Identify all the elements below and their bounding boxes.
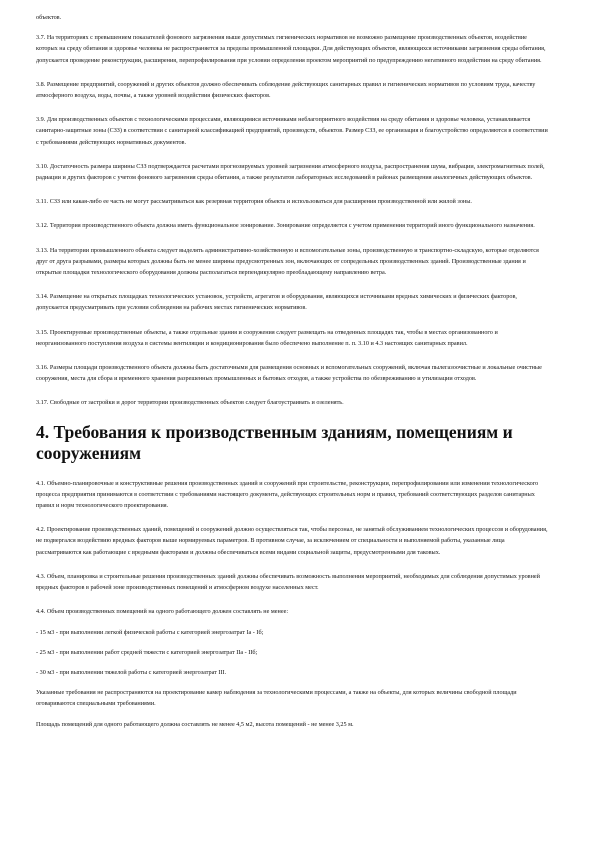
paragraph-3-13: 3.13. На территории промышленного объекта следует выделять административно-хозяйственную и вспомогательные зоны, производственную и транспортно-складскую, которые отделяются друг от друга разрывами, размеры которых должны быть не менее ширины предусмотренных зон, включающих от сопредельных производственных зданий. Производственные здания и открытые площадки технологического оборудования должны располагаться перпендикулярно преобладающему направлению ветра. (36, 246, 539, 277)
paragraph-4-1: 4.1. Объемно-планировочные и конструктивные решения производственных зданий и сооружений при строительстве, реконструкции, перепрофилировании или изменении технологического процесса предприятия принимаются в соответствии с требованиями настоящего документа, действующих строительных норм и правил, требований соответствующих разделов санитарных правил и норм технологического проектирования. (36, 479, 539, 510)
section-heading: 4. Требования к производственным зданиям, помещениям и сооружениям (36, 421, 513, 463)
list-item-heavy-work: - 30 м3 - при выполнении тяжелой работы с категорией энергозатрат III. (36, 668, 227, 676)
paragraph-3-9: 3.9. Для производственных объектов с технологическими процессами, являющимися источниками неблагоприятного воздействия на среду обитания и здоровье человека, устанавливается санитарно-защитные зоны (СЗЗ) в соответствии с санитарной классификацией предприятий, производств, объектов. Размер СЗЗ, ее организация и благоустройство определяются в соответствии с требованиями действующих нормативных документов. (36, 116, 548, 146)
paragraph-4-4: 4.4. Объем производственных помещений на одного работающего должен составлять не менее: (36, 608, 289, 616)
paragraph-3-16: 3.16. Размеры площади производственного объекта должны быть достаточными для размещения основных и вспомогательных сооружений, включая пылегазоочистные и локальные очистные сооружения, места для сбора и временного хранения разрешенных промышленных и бытовых отходов, а также устройства по обезвреживанию и утилизации отходов. (36, 364, 542, 383)
paragraph-3-7: 3.7. На территориях с превышением показателей фонового загрязнения выше допустимых гигиенических нормативов не возможно размещение производственных объектов, воздействие которых на среду обитания и здоровье человека не распространяется за пределы промышленной площадки. Для действующих объектов, являющихся источниками загрязнения среды обитания, допускается проведение реконструкции, расширения, перепрофилирования при условии определения проектом мероприятий по предупреждению негативного воздействия на среду обитания. (36, 34, 546, 64)
paragraph-area-height: Площадь помещений для одного работающего должна составлять не менее 4,5 м2, высота помещений - не менее 3,25 м. (36, 720, 354, 728)
paragraph-3-14: 3.14. Размещение на открытых площадках технологических установок, устройств, агрегатов и оборудования, являющихся источниками вредных химических и физических факторов, допускается предусматривать при условии соблюдения на рабочих местах гигиенических нормативов. (36, 293, 517, 312)
lead-line: объектов. (36, 14, 62, 21)
paragraph-4-2: 4.2. Проектирование производственных зданий, помещений и сооружений должно осуществляться так, чтобы персонал, не занятый обслуживанием технологических процессов и оборудования, не подвергался воздействию вредных факторов выше нормируемых параметров. В противном случае, за исключением от специальности и выполняемой работы, указанные лица рассматриваются как работающие с вредными факторами и должны обеспечиваться всеми видами социальной защиты, предусмотренными для таковых. (36, 526, 548, 556)
paragraph-3-8: 3.8. Размещение предприятий, сооружений и других объектов должно обеспечивать соблюдение действующих санитарных правил и гигиенических нормативов по условиям труда, качеству атмосферного воздуха, воды, почвы, а также уровней воздействия физических факторов. (36, 80, 536, 100)
paragraph-3-10: 3.10. Достаточность размера ширины СЗЗ подтверждается расчетами прогнозируемых уровней загрязнения атмосферного воздуха, распространения шума, вибрации, электромагнитных полей, радиации и других факторов с учетом фонового загрязнения среды обитания, а также результатов лабораторных исследований в районах размещения аналогичных действующих объектов. (36, 162, 545, 182)
paragraph-3-15: 3.15. Проектируемые производственные объекты, а также отдельные здания и сооружения следует размещать на отведенных площадях так, чтобы в местах организованного и неорганизованного поступления воздуха в системы вентиляции и кондиционирования было обеспечено выполнение п. п. 3.10 и 4.3 настоящих санитарных правил. (36, 328, 498, 347)
paragraph-3-11: 3.11. СЗЗ или какая-либо ее часть не могут рассматриваться как резервная территория объекта и использоваться для расширения производственной или жилой зоны. (36, 198, 472, 206)
list-item-medium-work: - 25 м3 - при выполнении работ средней тяжести с категорией энергозатрат IIа - IIб; (36, 648, 258, 656)
list-item-light-work: - 15 м3 - при выполнении легкой физической работы с категорией энергозатрат Iа - Iб; (36, 628, 264, 636)
paragraph-4-3: 4.3. Объем, планировка и строительные решения производственных зданий должны обеспечивать возможность выполнения мероприятий, необходимых для соблюдения допустимых уровней вредных факторов в рабочей зоне производственных помещений и атмосферном воздухе населенных мест. (36, 572, 540, 592)
paragraph-exceptions: Указанные требования не распространяются на проектирование камер наблюдения за технологическими процессами, а также на объекты, для которых величины свободной площади оговариваются специальными требованиями. (36, 689, 517, 708)
paragraph-3-12: 3.12. Территория производственного объекта должна иметь функциональное зонирование. Зонирование определяется с учетом применения территорий иного функционального назначения. (36, 222, 535, 230)
paragraph-3-17: 3.17. Свободные от застройки и дорог территории производственных объектов следует благоустраивать и озеленять. (36, 399, 344, 407)
